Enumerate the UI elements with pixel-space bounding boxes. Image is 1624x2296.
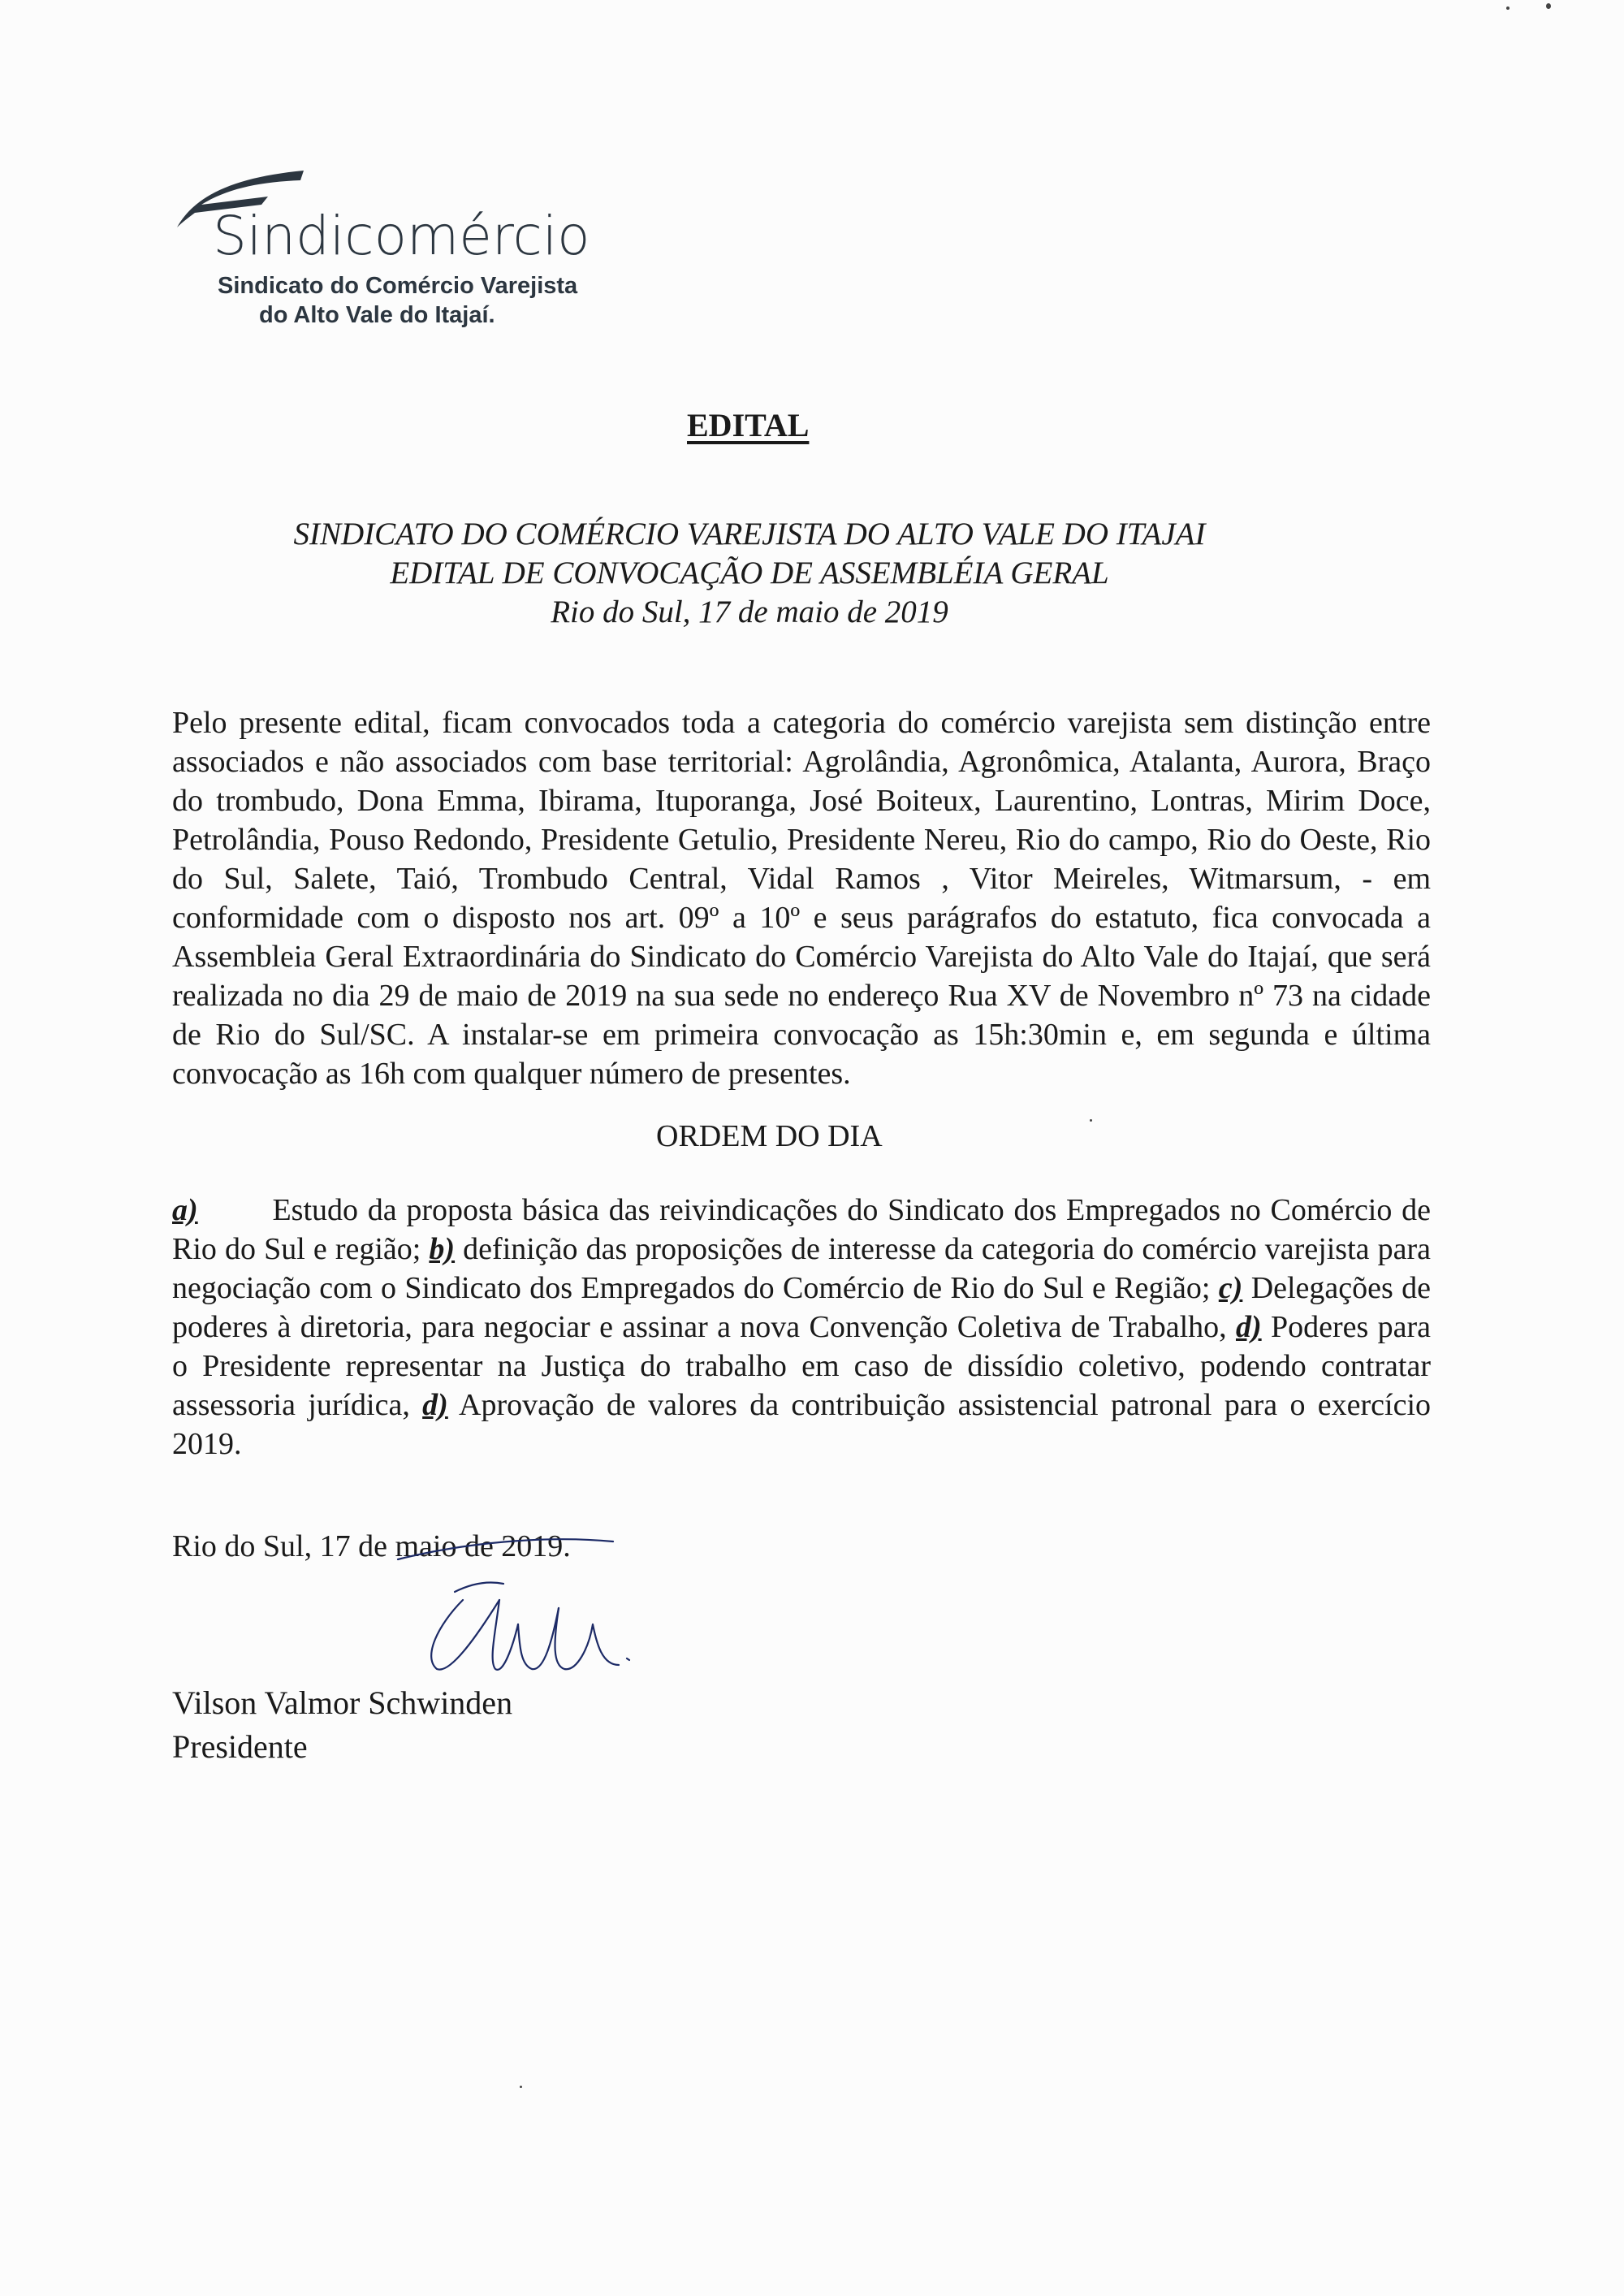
agenda-item-text-d1: Poderes para o Presidente representar na Justiça do trabalho em caso de dissídio coletivo, podendo contratar assessoria jurídica, <box>172 1310 1431 1422</box>
sindicomercio-logo <box>171 162 590 333</box>
signer-block <box>172 1681 512 1769</box>
agenda-item-label-b: b) <box>429 1232 456 1266</box>
header-line-union: SINDICATO DO COMÉRCIO VAREJISTA DO ALTO VALE DO ITAJAI <box>293 517 1206 551</box>
header-line-date: Rio do Sul, 17 de maio de 2019 <box>551 595 948 629</box>
agenda-item-label-a: a) <box>172 1193 198 1227</box>
agenda-item-label-d1: d) <box>1235 1310 1262 1344</box>
agenda-item-label-d2: d) <box>422 1388 448 1422</box>
logo-subtitle-line2: do Alto Vale do Itajaí. <box>259 302 495 328</box>
signer-name: Vilson Valmor Schwinden <box>172 1684 513 1721</box>
document-header <box>0 515 1499 632</box>
agenda-item-label-c: c) <box>1218 1271 1243 1305</box>
scan-speck <box>1546 3 1551 9</box>
scan-speck <box>1506 6 1510 10</box>
logo-wordmark: Sindicomércio <box>213 205 590 267</box>
agenda-item-text-a: Estudo da proposta básica das reivindicações do Sindicato dos Empregados no Comércio de Rio do Sul e região; <box>172 1193 1432 1266</box>
signer-role: Presidente <box>172 1728 308 1765</box>
handwritten-signature <box>300 1503 641 1697</box>
page-title: EDITAL <box>687 407 810 443</box>
header-line-subject: EDITAL DE CONVOCAÇÃO DE ASSEMBLÉIA GERAL <box>390 556 1109 590</box>
scan-speck <box>520 2086 522 2088</box>
agenda-paragraph <box>172 1191 1431 1464</box>
place-and-date: Rio do Sul, 17 de maio de 2019. <box>172 1529 571 1563</box>
agenda-heading: ORDEM DO DIA <box>656 1119 883 1153</box>
agenda-item-text-b: definição das proposições de interesse da categoria do comércio varejista para negociação com o Sindicato dos Empregados do Comércio de Rio do Sul e Região; <box>172 1232 1431 1305</box>
convocation-paragraph: Pelo presente edital, ficam convocados toda a categoria do comércio varejista sem distinção entre associados e não associados com base territorial: Agrolândia, Agronômica, Atalanta, Aurora, Braço do trombudo, Dona Emma, Ibirama, Ituporanga, José Boiteux, Laurentino, Lontras, Mirim Doce, Petrolândia, Pouso Redondo, Presidente Getulio, Presidente Nereu, Rio do campo, Rio do Oeste, Rio do Sul, Salete, Taió, Trombudo Central, Vidal Ramos , Vitor Meireles, Witmarsum, - em conformidade com o disposto nos art. 09º a 10º e seus parágrafos do estatuto, fica convocada a Assembleia Geral Extraordinária do Sindicato do Comércio Varejista do Alto Vale do Itajaí, que será realizada no dia 29 de maio de 2019 na sua sede no endereço Rua XV de Novembro nº 73 na cidade de Rio do Sul/SC. A instalar-se em primeira convocação as 15h:30min e, em segunda e última convocação as 16h com qualquer número de presentes. <box>172 706 1431 1091</box>
agenda-item-text-d2: Aprovação de valores da contribuição assistencial patronal para o exercício 2019. <box>172 1388 1432 1461</box>
scan-speck <box>1090 1119 1092 1122</box>
agenda-item-text-c: Delegações de poderes à diretoria, para negociar e assinar a nova Convenção Coletiva de Trabalho, <box>172 1271 1432 1344</box>
logo-subtitle-line1: Sindicato do Comércio Varejista <box>218 273 578 299</box>
